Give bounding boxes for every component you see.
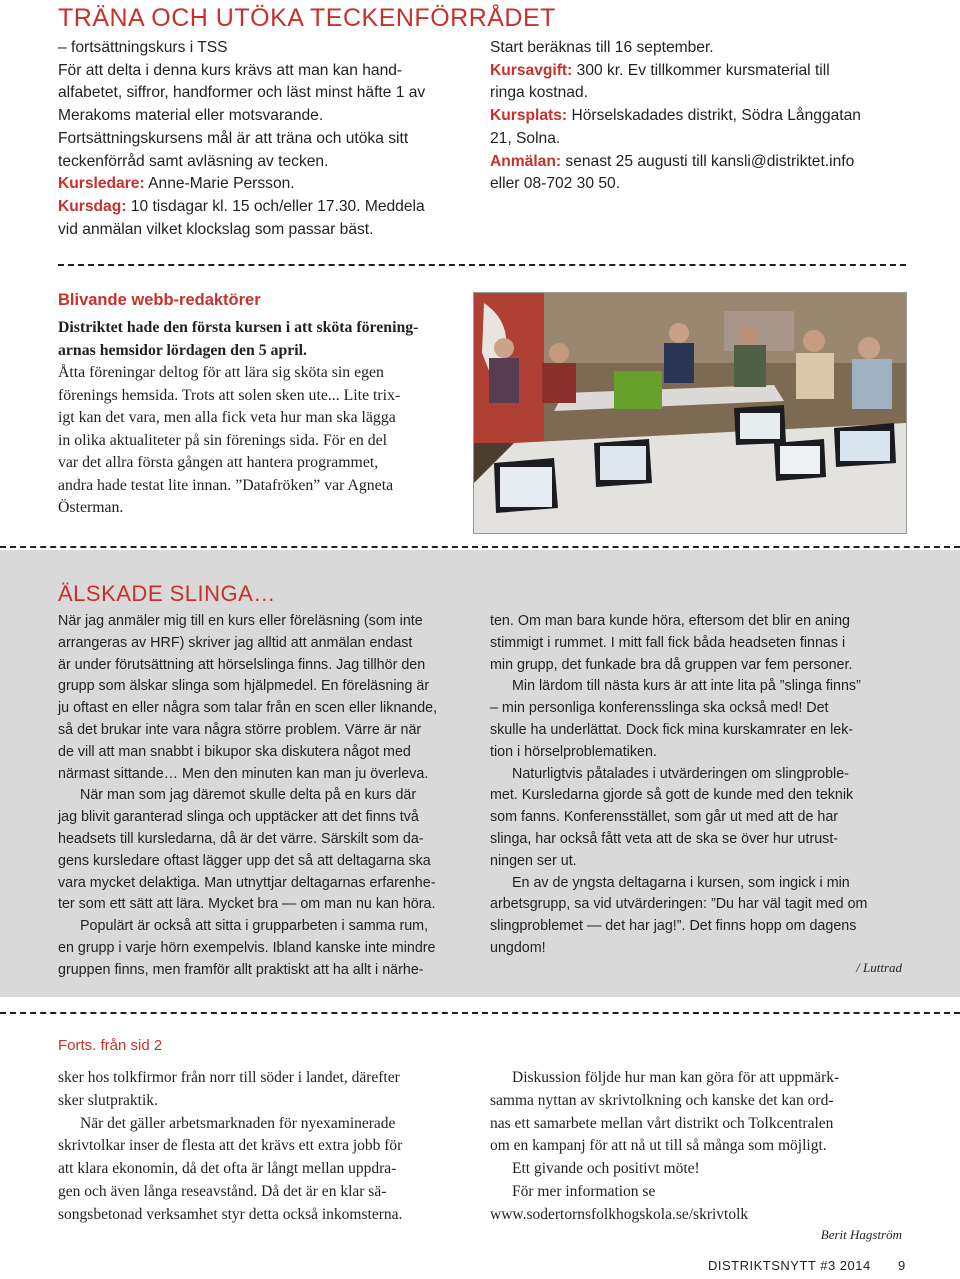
continued-column-left: [58, 1067, 478, 1227]
course-line: teckenförråd samt avläsning av tecken.: [58, 152, 329, 170]
text-line: När man som jag däremot skulle delta på en kurs där: [80, 787, 417, 804]
text-line: gruppen finns, men framför allt praktiskt att ha allt i närhe-: [58, 961, 424, 978]
text-line: tion i hörselproblematiken.: [490, 743, 657, 760]
text-line: slingproblemet — det har jag!”. Det finns hopp om dagens: [490, 918, 857, 935]
webb-body-line: var det allra första gången att hantera programmet,: [58, 454, 379, 471]
page-number: 9: [898, 1258, 906, 1273]
continued-signature: Berit Hagström: [820, 1227, 902, 1242]
text-line: ungdom!: [490, 939, 546, 956]
slinga-paragraph: [490, 611, 910, 676]
course-line: – fortsättningskurs i TSS: [58, 39, 228, 56]
text-line: arrangeras av HRF) skriver jag alltid att anmälan endast: [58, 634, 413, 651]
course-apply-value: senast 25 augusti till kansli@distriktet.info: [561, 152, 855, 170]
course-place-label: Kursplats:: [490, 107, 568, 125]
course-apply: [490, 151, 910, 174]
text-line: sker hos tolkfirmor från norr till söder i landet, därefter: [58, 1069, 400, 1086]
course-line: alfabetet, siffror, handformer och läst minst häfte 1 av: [58, 84, 426, 102]
course-heading: TRÄNA OCH UTÖKA TECKENFÖRRÅDET: [58, 4, 556, 32]
continued-heading: Forts. från sid 2: [58, 1037, 163, 1054]
course-place: [490, 105, 910, 128]
slinga-paragraph: [58, 785, 478, 916]
text-line: som fanns. Konferensstället, som går ut med att de har: [490, 809, 839, 826]
course-line: Fortsättningskursens mål är att träna och utöka sitt: [58, 129, 409, 147]
text-line: en grupp i varje hörn exempelvis. Ibland kanske inte mindre: [58, 939, 436, 956]
webb-body-line: igt kan det vara, men alla fick veta hur man ska lägga: [58, 409, 396, 426]
text-line: En av de yngsta deltagarna i kursen, som ingick i min: [512, 874, 850, 891]
text-line: Min lärdom till nästa kurs är att inte lita på ”slinga finns”: [512, 678, 861, 695]
webb-article: [58, 317, 460, 520]
text-line: Ett givande och positivt möte!: [512, 1160, 700, 1178]
continued-paragraph: [490, 1158, 910, 1181]
text-line: Naturligtvis påtalades i utvärderingen om slingproble-: [512, 765, 849, 782]
webb-body-line: Österman.: [58, 499, 124, 516]
slinga-paragraph: [490, 873, 910, 960]
text-line: songsbetonad verksamhet styr detta också inkomsterna.: [58, 1205, 403, 1223]
continued-paragraph: [490, 1067, 910, 1158]
course-description: [58, 37, 470, 241]
webb-heading: Blivande webb-redaktörer: [58, 291, 261, 309]
text-line: jag blivit garanterad slinga och upptäcker att det finns två: [58, 809, 419, 826]
course-place-cont: 21, Solna.: [490, 129, 561, 147]
text-line: ningen ser ut.: [490, 852, 577, 869]
text-line: samma nyttan av skrivtolkning och kanske det kan ord-: [490, 1091, 834, 1109]
course-start: Start beräknas till 16 september.: [490, 39, 714, 56]
slinga-signature: / Luttrad: [856, 960, 902, 975]
course-details: [490, 37, 910, 196]
course-fee-value: 300 kr. Ev tillkommer kursmaterial till: [572, 61, 830, 79]
text-line: de vill att man snabbt i bikupor ska diskutera något med: [58, 743, 411, 760]
webb-body-line: in olika aktualiteter på sin förenings sida. För en del: [58, 431, 388, 449]
course-line: Merakoms material eller motsvarande.: [58, 107, 324, 125]
course-leader: [58, 173, 470, 196]
slinga-column-right: [490, 611, 910, 960]
text-line: Populärt är också att sitta i grupparbeten i samma rum,: [80, 918, 429, 935]
course-photo: [473, 292, 907, 534]
text-line: grupp som älskar slinga som hjälpmedel. En föreläsning är: [58, 678, 430, 695]
slinga-paragraph: [58, 916, 478, 981]
course-day-value: 10 tisdagar kl. 15 och/eller 17.30. Meddela: [126, 197, 425, 215]
slinga-paragraph: [58, 611, 478, 785]
text-line: När det gäller arbetsmarknaden för nyexaminerade: [80, 1114, 396, 1132]
text-line: vara mycket delaktiga. Man utnyttjar deltagarnas erfarenhe-: [58, 874, 436, 891]
text-line: gen och även långa reseavstånd. Då det är en klar sä-: [58, 1182, 387, 1200]
text-line: gens kursledare oftast lägger upp det så att deltagarna ska: [58, 852, 431, 869]
webb-body-line: förenings hemsida. Trots att solen sken ute... Lite trix-: [58, 386, 401, 404]
course-fee-cont: ringa kostnad.: [490, 84, 588, 102]
slinga-heading: ÄLSKADE SLINGA…: [58, 581, 276, 606]
course-day: [58, 196, 470, 219]
text-line: om en kampanj för att nå ut till så många som möjligt.: [490, 1137, 827, 1155]
section-divider: [0, 546, 960, 548]
course-leader-value: Anne-Marie Persson.: [144, 175, 295, 193]
text-line: ten. Om man bara kunde höra, eftersom det blir en aning: [490, 613, 851, 629]
course-fee-label: Kursavgift:: [490, 61, 573, 79]
text-line: att klara ekonomin, då det ofta är långt mellan uppdra-: [58, 1160, 397, 1178]
section-divider: [0, 1012, 960, 1014]
text-line: min grupp, det funkade bra då gruppen var fem personer.: [490, 656, 853, 673]
text-line: så det brukar inte vara några större problem. Värre är när: [58, 721, 422, 738]
text-line: närmast sittande… Men den minuten kan man ju överleva.: [58, 765, 429, 782]
text-line: nas ett samarbete mellan vårt distrikt och Tolkcentralen: [490, 1114, 834, 1132]
section-divider: [58, 264, 906, 266]
text-line: slinga, har också fått veta att de ska se över hur utrust-: [490, 830, 839, 847]
text-line: – min personliga konferensslinga ska också med! Det: [490, 700, 829, 717]
text-line: ju oftast en eller några som talar från en scen eller liknande,: [58, 700, 438, 717]
continued-paragraph: [58, 1067, 478, 1113]
webb-lead-line: Distriktet hade den första kursen i att sköta förening-: [58, 319, 419, 336]
slinga-paragraph: [490, 676, 910, 763]
continued-paragraph: [490, 1204, 910, 1227]
text-line: met. Kursledarna gjorde så gott de kunde med den teknik: [490, 787, 854, 804]
text-line: är under förutsättning att hörselslinga finns. Jag tillhör den: [58, 656, 426, 673]
course-place-value: Hörselskadades distrikt, Södra Långgatan: [567, 107, 861, 125]
course-fee: [490, 60, 910, 83]
text-line: ter som ett sätt att lära. Mycket bra — om man nu kan höra.: [58, 896, 436, 913]
text-line: sker slutpraktik.: [58, 1091, 158, 1109]
text-line: arbetsgrupp, sa vid utvärderingen: ”Du har väl tagit med om: [490, 896, 868, 913]
course-day-cont: vid anmälan vilket klockslag som passar bäst.: [58, 220, 374, 238]
course-line: För att delta i denna kurs krävs att man kan hand-: [58, 61, 403, 79]
course-apply-cont: eller 08-702 30 50.: [490, 175, 621, 193]
text-line: Diskussion följde hur man kan göra för att uppmärk-: [512, 1069, 840, 1086]
text-line: stimmigt i rummet. I mitt fall fick båda headseten finnas i: [490, 634, 846, 651]
course-apply-label: Anmälan:: [490, 152, 562, 170]
text-line: skrivtolkar inser de flesta att det krävs ett extra jobb för: [58, 1137, 403, 1155]
text-line: skulle ha underlättat. Dock fick mina kurskamrater en lek-: [490, 721, 854, 738]
text-line: För mer information se: [512, 1182, 656, 1200]
course-leader-label: Kursledare:: [58, 175, 145, 193]
webb-lead-line: arnas hemsidor lördagen den 5 april.: [58, 341, 307, 359]
course-photo-illustration: [474, 293, 906, 533]
continued-column-right: [490, 1067, 910, 1227]
webb-body-line: andra hade testat lite innan. ”Datafröken” var Agneta: [58, 476, 394, 494]
continued-paragraph: [58, 1113, 478, 1227]
text-line: När jag anmäler mig till en kurs eller föreläsning (som inte: [58, 613, 423, 629]
info-link[interactable]: www.sodertornsfolkhogskola.se/skrivtolk: [490, 1205, 749, 1223]
text-line: headsets till kursledarna, då är det värre. Särskilt som da-: [58, 830, 424, 847]
publication-name: DISTRIKTSNYTT #3 2014: [708, 1258, 871, 1273]
slinga-paragraph: [490, 764, 910, 873]
course-day-label: Kursdag:: [58, 197, 127, 215]
webb-body-line: Åtta föreningar deltog för att lära sig sköta sin egen: [58, 364, 384, 381]
continued-paragraph: [490, 1181, 910, 1204]
slinga-column-left: [58, 611, 478, 982]
